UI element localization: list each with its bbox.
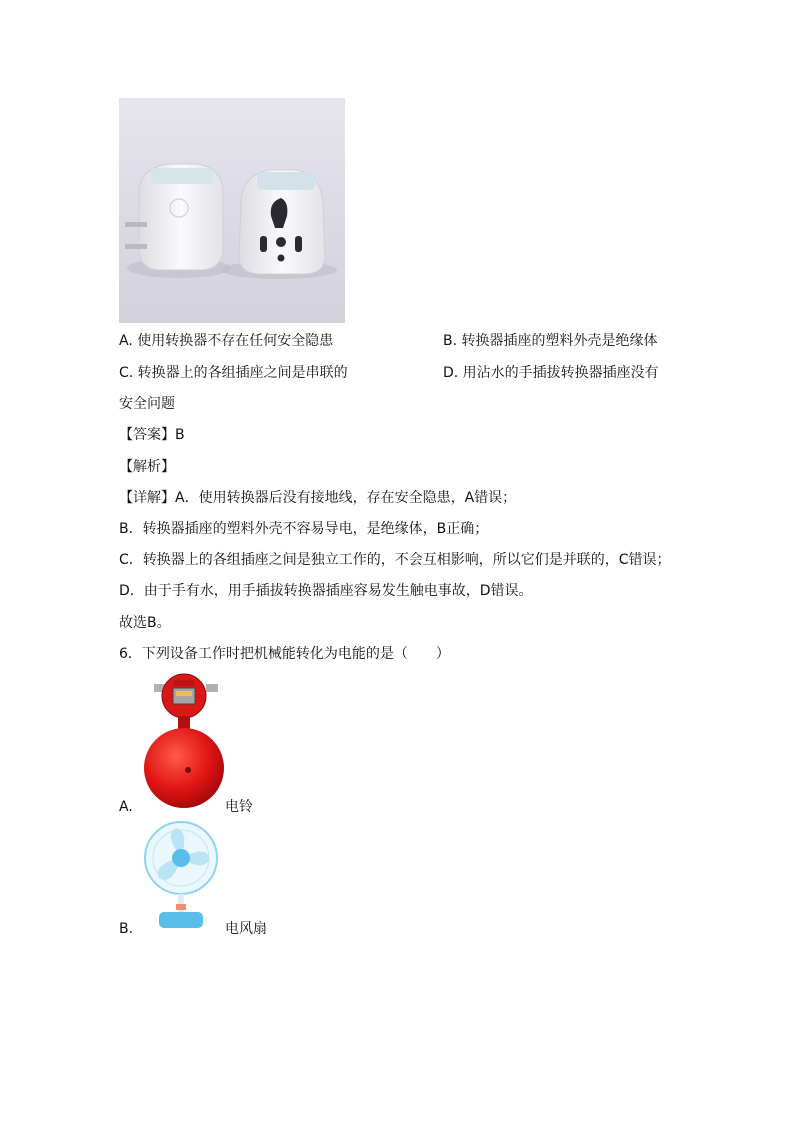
- explanation-c: C．转换器上的各组插座之间是独立工作的，不会互相影响，所以它们是并联的，C错误；: [119, 552, 671, 568]
- answer: 【答案】B: [119, 427, 185, 443]
- travel-adapter-photo: [119, 98, 345, 323]
- option-d-continuation: 安全问题: [119, 396, 175, 412]
- option-b-letter: B.: [119, 921, 134, 937]
- option-b-label: 电风扇: [225, 921, 267, 937]
- explanation-b: B．转换器插座的塑料外壳不容易导电，是绝缘体，B正确；: [119, 521, 489, 537]
- explanation-a: 【详解】A．使用转换器后没有接地线，存在安全隐患，A错误；: [119, 490, 517, 506]
- conclusion: 故选B。: [119, 615, 171, 631]
- option-a-letter: A.: [119, 799, 133, 815]
- question-6-stem: 6．下列设备工作时把机械能转化为电能的是（ ）: [119, 646, 450, 662]
- option-c: C. 转换器上的各组插座之间是串联的: [119, 365, 348, 381]
- option-d: D. 用沾水的手插拔转换器插座没有: [443, 365, 659, 381]
- desk-fan-icon: [143, 820, 223, 932]
- analysis-heading: 【解析】: [119, 459, 175, 475]
- explanation-d: D．由于手有水，用手插拔转换器插座容易发生触电事故，D错误。: [119, 583, 533, 599]
- option-a: A. 使用转换器不存在任何安全隐患: [119, 333, 334, 349]
- option-b: B. 转换器插座的塑料外壳是绝缘体: [443, 333, 658, 349]
- electric-bell-icon: [140, 672, 224, 810]
- option-a-label: 电铃: [225, 799, 253, 815]
